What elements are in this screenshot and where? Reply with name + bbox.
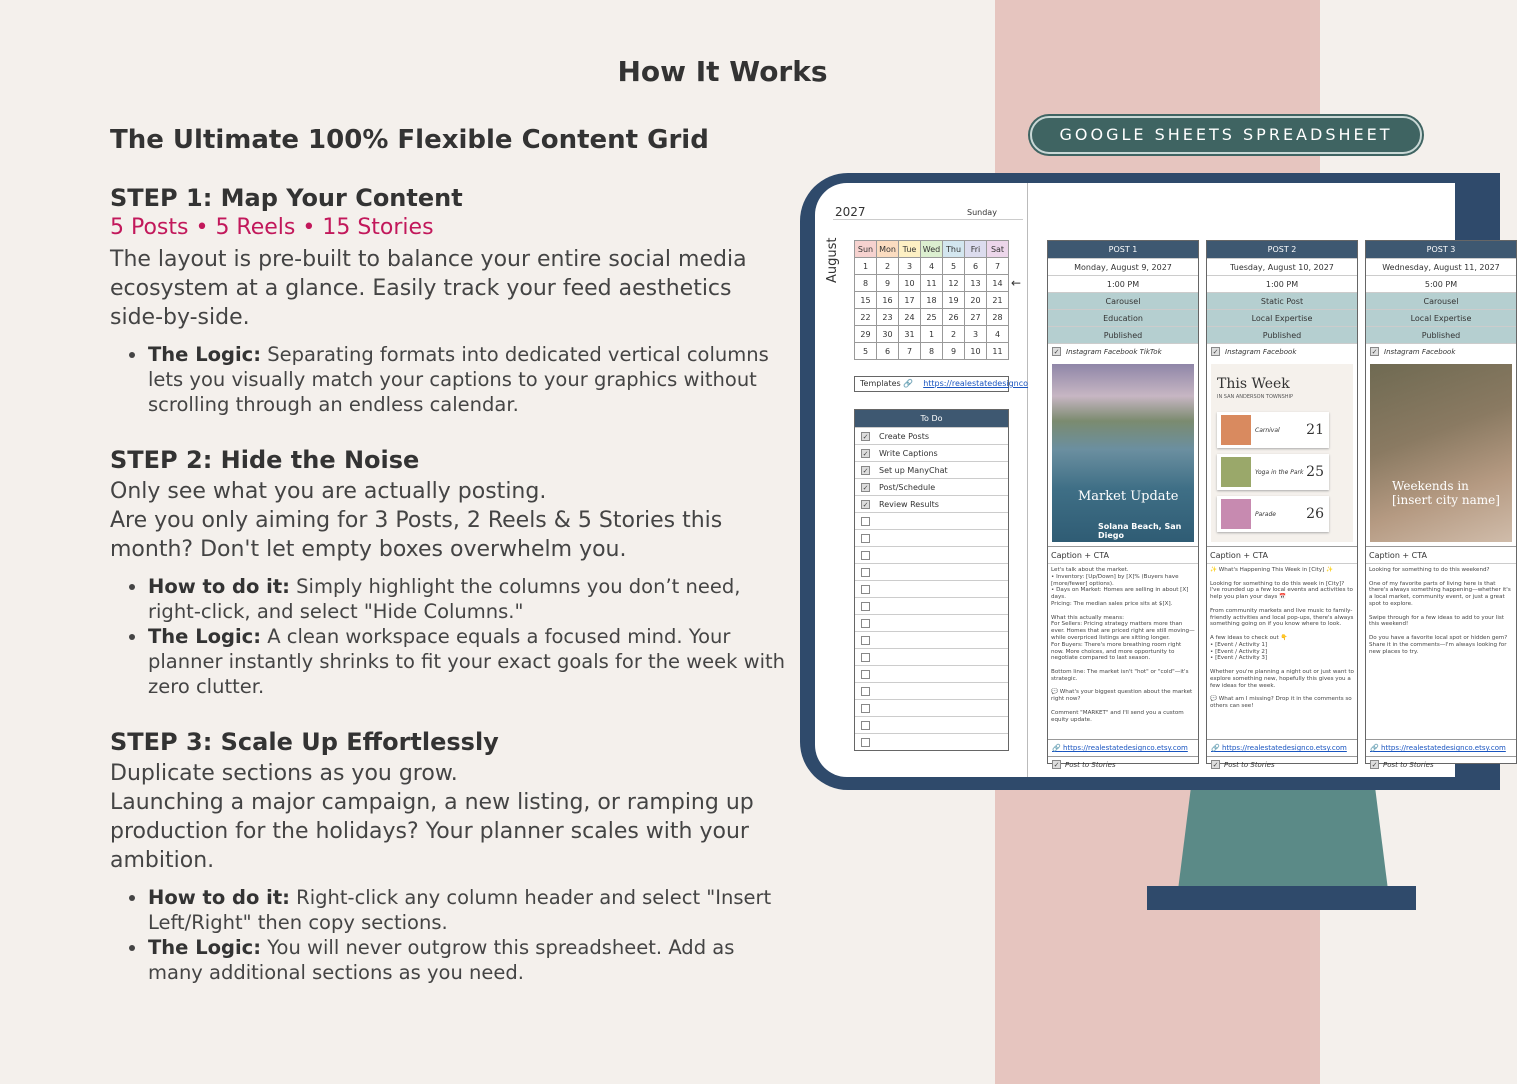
calendar-day[interactable]: 17	[899, 292, 921, 309]
todo-item[interactable]	[855, 478, 1008, 495]
todo-item-empty[interactable]	[855, 580, 1008, 597]
caption-text[interactable]: Looking for something to do this weekend? One of my favorite parts of living here is that there's always something happening—whether it's a local market, community event, or just a great spot to explore. Swipe through for a few ideas to add to your list this weekend! Do you have a favorite local spot or hidden gem? Share it in the comments—I'm always looking for new places to try.	[1366, 563, 1516, 739]
status-dropdown[interactable]: Published	[1048, 326, 1198, 343]
step-1	[110, 183, 790, 417]
todo-text: Set up ManyChat	[879, 465, 948, 475]
bullet-text: Right-click any column header and select "Insert Left/Right" then copy sections.	[148, 886, 772, 934]
todo-item-empty[interactable]	[855, 614, 1008, 631]
todo-text: Write Captions	[879, 448, 938, 458]
bullet-item	[148, 624, 790, 699]
calendar-day[interactable]: 16	[877, 292, 899, 309]
calendar-day[interactable]: 29	[855, 326, 877, 343]
calendar-day[interactable]: 26	[943, 309, 965, 326]
calendar-day[interactable]: 18	[921, 292, 943, 309]
checkbox-icon[interactable]	[861, 602, 870, 611]
calendar-day[interactable]: 15	[855, 292, 877, 309]
platforms-text: Instagram Facebook	[1225, 348, 1297, 356]
event-card	[1217, 454, 1329, 490]
column-divider	[1027, 183, 1028, 777]
caption-label: Caption + CTA	[1048, 546, 1198, 563]
step-3	[110, 727, 790, 985]
calendar-day[interactable]: 3	[899, 258, 921, 275]
bullet-item	[148, 342, 790, 417]
post-link-text[interactable]: https://realestatedesignco.etsy.com	[1380, 744, 1506, 752]
post-link[interactable]: 🔗 https://realestatedesignco.etsy.com	[1366, 739, 1516, 756]
checkbox-checked-icon[interactable]: ✓	[1053, 348, 1060, 356]
calendar-day[interactable]: 8	[855, 275, 877, 292]
todo-item-empty[interactable]	[855, 682, 1008, 699]
calendar-day[interactable]: 5	[943, 258, 965, 275]
checkbox-checked-icon[interactable]: ✓	[1212, 761, 1219, 769]
calendar-day[interactable]: 3	[965, 326, 987, 343]
todo-item-empty[interactable]	[855, 529, 1008, 546]
checkbox-icon[interactable]	[861, 687, 870, 696]
checkbox-checked-icon[interactable]: ✓	[862, 466, 869, 475]
story-cell[interactable]	[1366, 756, 1516, 773]
bullet-item	[148, 574, 790, 624]
todo-header: To Do	[855, 410, 1008, 427]
calendar-day[interactable]: 19	[943, 292, 965, 309]
calendar-day[interactable]: 4	[987, 326, 1009, 343]
calendar-day[interactable]: 30	[877, 326, 899, 343]
event-name: Carnival	[1255, 426, 1280, 434]
weekday-header: Sun	[855, 241, 877, 258]
post-column-3	[1365, 240, 1517, 769]
event-photo	[1221, 415, 1251, 445]
event-photo	[1221, 457, 1251, 487]
templates-cell[interactable]	[854, 376, 1029, 392]
page-title: How It Works	[617, 55, 828, 88]
step-paragraph: Duplicate sections as you grow.	[110, 761, 458, 786]
todo-item[interactable]	[855, 444, 1008, 461]
event-card	[1217, 412, 1329, 448]
calendar-week	[855, 309, 1009, 326]
checkbox-checked-icon[interactable]: ✓	[1212, 348, 1219, 356]
calendar-day[interactable]: 2	[943, 326, 965, 343]
bullet-item	[148, 885, 790, 935]
caption-text[interactable]: Let's talk about the market. • Inventory: [Up/Down] by [X]% (Buyers have [more/fewer] options). • Days on Market: Homes are selling in about [X] days. Pricing: The median sales price sits at $[X]. What this actually means: For Sellers: Pricing strategy matters more than ever. Homes that are priced right are still moving—while overpriced listings are sitting longer. For Buyers: There's more breathing room right now. More choices, and more opportunity to negotiate compared to last season. Bottom line: The market isn't "hot" or "cold"—it's strategic. 💬 What's your biggest question about the market right now? Comment "MARKET" and I'll send you a custom equity update.	[1048, 563, 1198, 739]
post-date[interactable]: Tuesday, August 10, 2027	[1207, 258, 1357, 275]
calendar-day[interactable]: 13	[965, 275, 987, 292]
post-header: POST 1	[1048, 241, 1198, 258]
calendar-week	[855, 275, 1009, 292]
calendar-day[interactable]: 1	[921, 326, 943, 343]
bullet-item	[148, 935, 790, 985]
checkbox-icon[interactable]	[861, 534, 870, 543]
month-label: August	[825, 237, 840, 283]
calendar-day[interactable]: 7	[899, 343, 921, 360]
post-header: POST 2	[1207, 241, 1357, 258]
calendar-day[interactable]: 25	[921, 309, 943, 326]
calendar-day[interactable]: 24	[899, 309, 921, 326]
calendar-day[interactable]: 9	[877, 275, 899, 292]
post-link[interactable]: 🔗 https://realestatedesignco.etsy.com	[1048, 739, 1198, 756]
calendar-day[interactable]: 28	[987, 309, 1009, 326]
todo-item-empty[interactable]	[855, 546, 1008, 563]
calendar-day[interactable]: 12	[943, 275, 965, 292]
day-cell[interactable]: Sunday	[967, 208, 997, 217]
checkbox-icon[interactable]	[861, 551, 870, 560]
checkbox-checked-icon[interactable]: ✓	[862, 432, 869, 441]
calendar-day[interactable]: 11	[921, 275, 943, 292]
todo-text: Create Posts	[879, 431, 930, 441]
todo-item[interactable]	[855, 495, 1008, 512]
bullet-list	[148, 885, 790, 985]
checkbox-checked-icon[interactable]: ✓	[1053, 761, 1060, 769]
calendar-day[interactable]: 27	[965, 309, 987, 326]
todo-item-empty[interactable]	[855, 631, 1008, 648]
bullet-text: You will never outgrow this spreadsheet. Add as many additional sections as you need.	[148, 936, 735, 984]
templates-link[interactable]: https://realestatedesignco	[923, 379, 1029, 388]
event-name: Yoga in the Park	[1255, 468, 1304, 476]
monitor-stand-base	[1147, 886, 1416, 910]
pillar-dropdown[interactable]: Education	[1048, 309, 1198, 326]
step-paragraph: Are you only aiming for 3 Posts, 2 Reels & 5 Stories this month? Don't let empty boxes overwhelm you.	[110, 508, 723, 562]
checkbox-icon[interactable]	[861, 653, 870, 662]
calendar-day[interactable]: 23	[877, 309, 899, 326]
bullet-list	[148, 342, 790, 417]
weekday-header: Sat	[987, 241, 1009, 258]
platforms-text: Instagram Facebook TikTok	[1066, 348, 1162, 356]
mini-calendar	[854, 240, 1009, 360]
format-dropdown[interactable]: Carousel	[1366, 292, 1516, 309]
checkbox-icon[interactable]	[861, 721, 870, 730]
bullet-label: The Logic:	[148, 936, 262, 959]
post-link-text[interactable]: https://realestatedesignco.etsy.com	[1221, 744, 1347, 752]
event-date: 26	[1306, 506, 1324, 522]
bullet-label: The Logic:	[148, 625, 262, 648]
todo-item-empty[interactable]	[855, 716, 1008, 733]
post-date[interactable]: Monday, August 9, 2027	[1048, 258, 1198, 275]
step-2	[110, 445, 790, 699]
step-title: STEP 3: Scale Up Effortlessly	[110, 728, 499, 756]
platforms-cell[interactable]	[1366, 343, 1516, 360]
pillar-dropdown[interactable]: Local Expertise	[1366, 309, 1516, 326]
step-subtitle: 5 Posts • 5 Reels • 15 Stories	[110, 215, 434, 240]
format-dropdown[interactable]: Carousel	[1048, 292, 1198, 309]
post-image[interactable]	[1211, 364, 1353, 542]
checkbox-checked-icon[interactable]: ✓	[862, 449, 869, 458]
calendar-day[interactable]: 6	[877, 343, 899, 360]
status-dropdown[interactable]: Published	[1207, 326, 1357, 343]
calendar-day[interactable]: 5	[855, 343, 877, 360]
calendar-day[interactable]: 11	[987, 343, 1009, 360]
post-header: POST 3	[1366, 241, 1516, 258]
spreadsheet-screen	[815, 183, 1511, 777]
checkbox-checked-icon[interactable]: ✓	[862, 500, 869, 509]
checkbox-icon[interactable]	[861, 568, 870, 577]
todo-item[interactable]	[855, 427, 1008, 444]
format-dropdown[interactable]: Static Post	[1207, 292, 1357, 309]
calendar-week	[855, 292, 1009, 309]
pillar-dropdown[interactable]: Local Expertise	[1207, 309, 1357, 326]
bullet-text: A clean workspace equals a focused mind. Your planner instantly shrinks to fit your exact goals for the week with zero clutter.	[148, 625, 786, 698]
step-title: STEP 2: Hide the Noise	[110, 446, 420, 474]
post-link[interactable]: 🔗 https://realestatedesignco.etsy.com	[1207, 739, 1357, 756]
checkbox-checked-icon[interactable]: ✓	[862, 483, 869, 492]
status-dropdown[interactable]: Published	[1366, 326, 1516, 343]
todo-text: Review Results	[879, 499, 939, 509]
image-title: Market Update	[1078, 489, 1179, 504]
headline: The Ultimate 100% Flexible Content Grid	[110, 125, 709, 155]
checkbox-icon[interactable]	[861, 619, 870, 628]
calendar-day[interactable]: 20	[965, 292, 987, 309]
story-label: Post to Stories	[1383, 761, 1434, 769]
post-time[interactable]: 1:00 PM	[1048, 275, 1198, 292]
todo-item[interactable]	[855, 461, 1008, 478]
platforms-text: Instagram Facebook	[1384, 348, 1456, 356]
checkbox-checked-icon[interactable]: ✓	[1371, 761, 1378, 769]
weekday-header: Wed	[921, 241, 943, 258]
post-column-1	[1047, 240, 1199, 769]
post-date[interactable]: Wednesday, August 11, 2027	[1366, 258, 1516, 275]
calendar-day[interactable]: 31	[899, 326, 921, 343]
image-caption: Solana Beach, San Diego	[1098, 522, 1182, 540]
calendar-day[interactable]: 10	[899, 275, 921, 292]
todo-item-empty[interactable]	[855, 665, 1008, 682]
calendar-day[interactable]: 22	[855, 309, 877, 326]
monitor-stand-neck	[1178, 790, 1388, 890]
todo-item-empty[interactable]	[855, 512, 1008, 529]
divider	[833, 219, 1023, 220]
checkbox-icon[interactable]	[861, 585, 870, 594]
todo-list	[854, 409, 1009, 751]
calendar-week	[855, 326, 1009, 343]
calendar-day[interactable]: 9	[943, 343, 965, 360]
product-badge: GOOGLE SHEETS SPREADSHEET	[1030, 116, 1422, 154]
weekday-header: Tue	[899, 241, 921, 258]
checkbox-icon[interactable]	[861, 517, 870, 526]
weekday-header: Mon	[877, 241, 899, 258]
bullet-text: Separating formats into dedicated vertical columns lets you visually match your captions to your graphics without scrolling through an endless calendar.	[148, 343, 769, 416]
checkbox-icon[interactable]	[861, 636, 870, 645]
calendar-day[interactable]: 4	[921, 258, 943, 275]
calendar-week	[855, 343, 1009, 360]
post-time[interactable]: 1:00 PM	[1207, 275, 1357, 292]
story-cell[interactable]	[1207, 756, 1357, 773]
checkbox-icon[interactable]	[861, 704, 870, 713]
post-image[interactable]	[1370, 364, 1512, 542]
todo-item-empty[interactable]	[855, 699, 1008, 716]
bullet-label: How to do it:	[148, 886, 290, 909]
todo-item-empty[interactable]	[855, 597, 1008, 614]
todo-item-empty[interactable]	[855, 733, 1008, 750]
story-label: Post to Stories	[1065, 761, 1116, 769]
post-image[interactable]	[1052, 364, 1194, 542]
calendar-day[interactable]: 7	[987, 258, 1009, 275]
checkbox-icon[interactable]	[861, 738, 870, 747]
calendar-day[interactable]: 1	[855, 258, 877, 275]
image-title: Weekends in [insert city name]	[1392, 479, 1500, 507]
bullet-label: How to do it:	[148, 575, 290, 598]
platforms-cell[interactable]	[1048, 343, 1198, 360]
calendar-day[interactable]: 2	[877, 258, 899, 275]
weekday-header: Fri	[965, 241, 987, 258]
templates-label: Templates 🔗	[860, 379, 914, 388]
platforms-cell[interactable]	[1207, 343, 1357, 360]
checkbox-checked-icon[interactable]: ✓	[1371, 348, 1378, 356]
post-link-text[interactable]: https://realestatedesignco.etsy.com	[1062, 744, 1188, 752]
todo-item-empty[interactable]	[855, 648, 1008, 665]
todo-text: Post/Schedule	[879, 482, 936, 492]
image-caption: IN SAN ANDERSON TOWNSHIP	[1217, 394, 1294, 400]
event-card	[1217, 496, 1329, 532]
calendar-day[interactable]: 14	[987, 275, 1009, 292]
caption-text[interactable]: ✨ What's Happening This Week in [City] ✨ Looking for something to do this week in [City]? I've rounded up a few local events and activities to help you plan your days 📅 From community markets and live music to family-friendly activities and local pop-ups, there's always something going on if you know where to look. A few ideas to check out 👇 • [Event / Activity 1] • [Event / Activity 2] • [Event / Activity 3] Whether you're planning a night out or just want to explore something new, hopefully this gives you a few ideas for the week. 💬 What am I missing? Drop it in the comments so others can see!	[1207, 563, 1357, 739]
arrow-icon: ←	[1011, 276, 1022, 290]
calendar-day[interactable]: 10	[965, 343, 987, 360]
bullet-text: Simply highlight the columns you don’t need, right-click, and select "Hide Columns."	[148, 575, 741, 623]
checkbox-icon[interactable]	[861, 670, 870, 679]
caption-label: Caption + CTA	[1207, 546, 1357, 563]
instructions-panel	[110, 125, 790, 985]
calendar-day[interactable]: 21	[987, 292, 1009, 309]
bullet-list	[148, 574, 790, 699]
event-photo	[1221, 499, 1251, 529]
year-cell[interactable]: 2027	[835, 205, 866, 219]
post-column-2	[1206, 240, 1358, 769]
step-paragraph: Only see what you are actually posting.	[110, 479, 547, 504]
step-paragraph: Launching a major campaign, a new listing, or ramping up production for the holidays? Your planner scales with your ambition.	[110, 790, 754, 873]
calendar-day[interactable]: 6	[965, 258, 987, 275]
event-name: Parade	[1255, 510, 1276, 518]
story-cell[interactable]	[1048, 756, 1198, 773]
calendar-day[interactable]: 8	[921, 343, 943, 360]
post-time[interactable]: 5:00 PM	[1366, 275, 1516, 292]
todo-item-empty[interactable]	[855, 563, 1008, 580]
step-title: STEP 1: Map Your Content	[110, 184, 463, 212]
event-date: 21	[1306, 422, 1324, 438]
story-label: Post to Stories	[1224, 761, 1275, 769]
calendar-week	[855, 258, 1009, 275]
caption-label: Caption + CTA	[1366, 546, 1516, 563]
weekday-header: Thu	[943, 241, 965, 258]
image-title: This Week	[1217, 376, 1290, 392]
event-date: 25	[1306, 464, 1324, 480]
step-paragraph: The layout is pre-built to balance your entire social media ecosystem at a glance. Easily track your feed aesthetics side-by-side.	[110, 247, 747, 330]
bullet-label: The Logic:	[148, 343, 262, 366]
